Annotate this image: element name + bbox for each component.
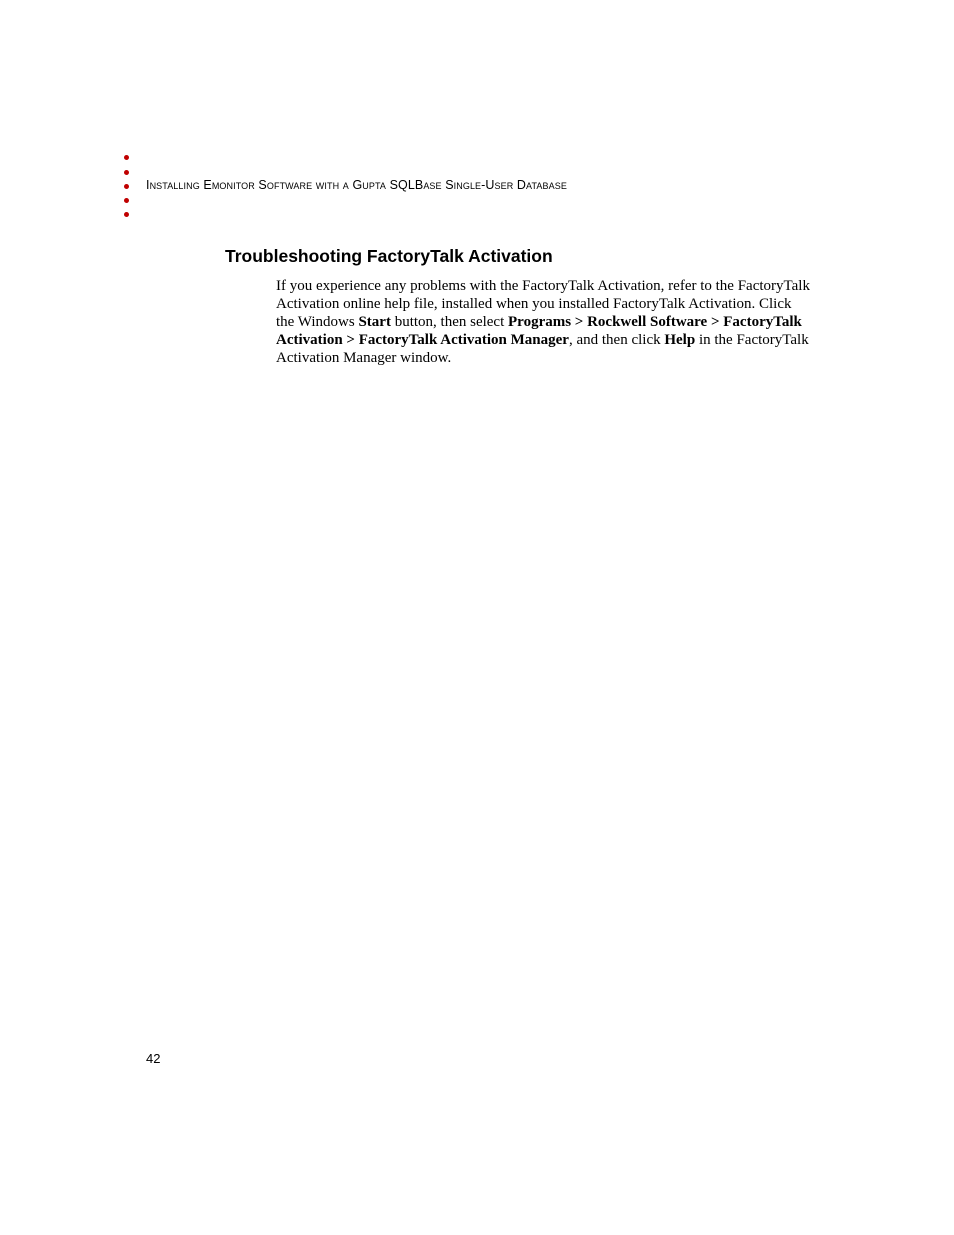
body-paragraph: [276, 277, 811, 367]
para-text-2: button, then select: [390, 314, 509, 330]
menu-path: Programs > Rockwell Software > FactoryTalk Activation > FactoryTalk Activation Manager: [276, 314, 802, 348]
section-heading: Troubleshooting FactoryTalk Activation: [225, 246, 553, 266]
bullet-dot: [124, 184, 129, 189]
para-text-1: If you experience any problems with the FactoryTalk Activation, refer to the FactoryTalk Activation online help file, installed when you installed FactoryTalk Activation. Click the Windows: [276, 278, 810, 330]
bullet-dot: [124, 155, 129, 160]
help-term: Help: [664, 332, 696, 348]
para-text-3: , and then click: [568, 332, 665, 348]
para-text-4: in the FactoryTalk Activation Manager window.: [276, 332, 809, 366]
bullet-dot: [124, 198, 129, 203]
bullet-dot: [124, 170, 129, 175]
page-number: 42: [146, 1051, 161, 1066]
bullet-dot: [124, 212, 129, 217]
running-header: Installing Emonitor Software with a Gupta SQLBase Single-User Database: [146, 178, 567, 192]
start-button-term: Start: [358, 314, 391, 330]
